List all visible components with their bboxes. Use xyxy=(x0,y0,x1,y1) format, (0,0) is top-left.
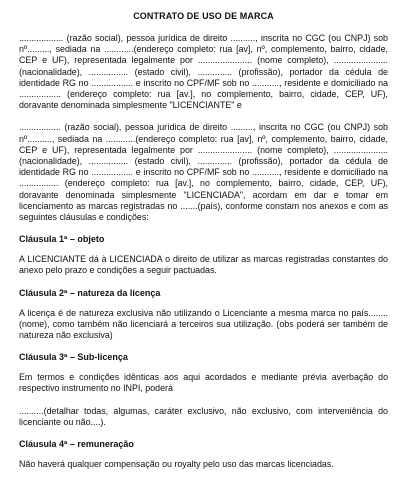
licenciada-paragraph: ................. (razão social), pessoa jurídica de direito ........., inscrita no CGC (ou CNPJ) sob nº.........., sediada na ............(endereço completo: rua [av], nº, complemento, bairro, cidade, CEP e UF), representada legalmente por ...................... (nome completo), ...................... (nacionalidade), ................ (estado civil), .............. (profissão), portador da cédula de identidade RG no ................. e inscrito no CPF/MF sob no ..........., residente e domiciliado na ................ (endereço completo: rua [av.], no complemento, bairro, cidade, CEP, UF), doravante denominada simplesmente "LICENCIADA", acordam em dar e tomar em licenciamento as marcas registradas no .......(país), conforme constam nos anexos e com as seguintes cláusulas e condições: xyxy=(19,122,388,223)
clause-1-body: A LICENCIANTE dá à LICENCIADA o direito de utilizar as marcas registradas constantes do anexo pelo prazo e condições a seguir pactuadas. xyxy=(19,254,388,276)
clause-3-body: Em termos e condições idênticas aos aqui acordados e mediante prévia averbação do respectivo instrumento no INPI, poderá xyxy=(19,372,388,394)
clause-3-body-detail: ..........(detalhar todas, algumas, caráter exclusivo, não exclusivo, com interveniência do licenciante ou não....). xyxy=(19,405,388,427)
clause-2-body: A licença é de natureza exclusiva não utilizando o Licenciante a mesma marca no país........(nome), como também não licenciará a terceiros sua utilização. (obs poderá ser também de natureza não exclusiva) xyxy=(19,307,388,341)
licenciante-paragraph: .................. (razão social), pessoa jurídica de direito .........., inscrita no CGC (ou CNPJ) sob nº........., sediada na ............(endereço completo: rua [av], nº, complemento, bairro, cidade, CEP e UF), representada legalmente por ...................... (nome completo), ...................... (nacionalidade), ................ (estado civil), .............. (profissão), portador da cédula de identidade RG no ................. e inscrito no CPF/MF sob no ..........., residente e domiciliado na ................. (endereço completo: rua [av.], no complemento, bairro, cidade, CEP, UF), doravante denominada simplesmente "LICENCIANTE" e xyxy=(19,33,388,111)
clause-2-heading: Cláusula 2ª – natureza da licença xyxy=(19,287,161,298)
clause-3-heading: Cláusula 3ª – Sub-licença xyxy=(19,352,128,363)
document-title: CONTRATO DE USO DE MARCA xyxy=(133,11,274,21)
clause-4-heading: Cláusula 4ª – remuneração xyxy=(19,439,134,450)
clause-1-heading: Cláusula 1ª – objeto xyxy=(19,234,105,245)
clause-4-body: Não haverá qualquer compensação ou royalty pelo uso das marcas licenciadas. xyxy=(19,459,334,470)
